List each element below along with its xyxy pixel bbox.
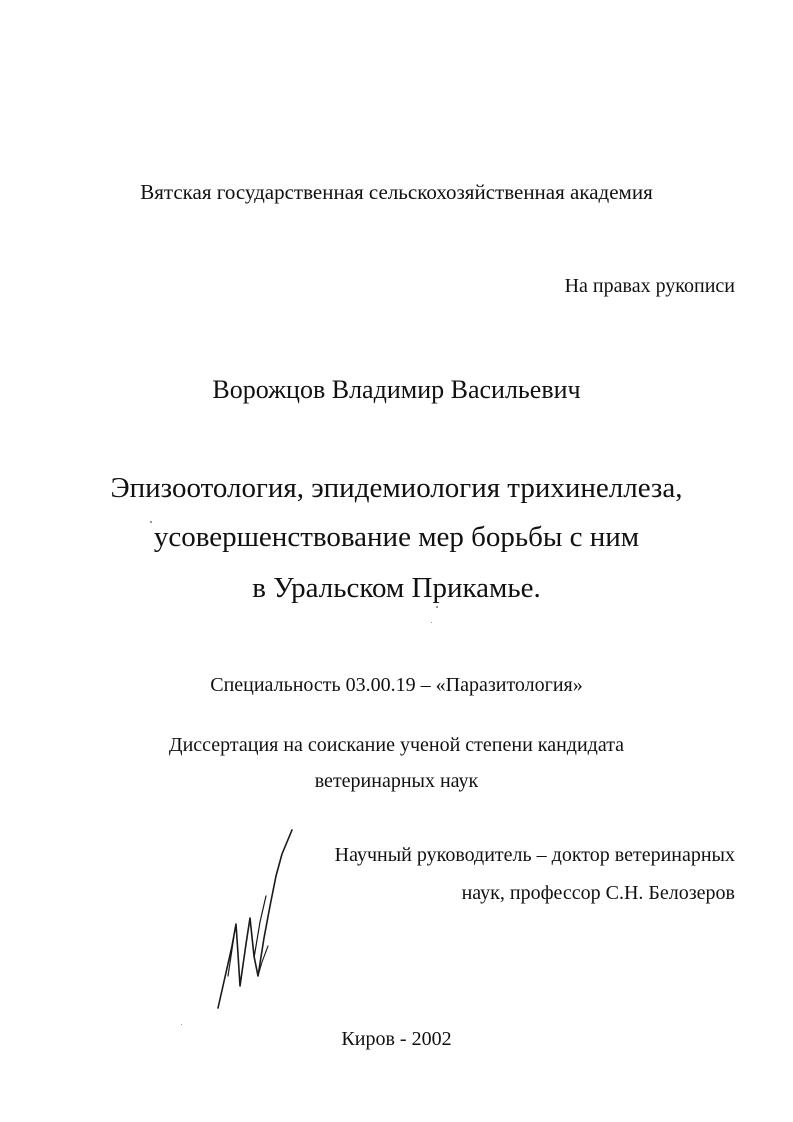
supervisor-line-2: наук, профессор С.Н. Белозеров (461, 882, 735, 904)
title-line-3: в Уральском Прикамье. (252, 572, 541, 604)
scan-speck (436, 606, 438, 608)
city-year: Киров - 2002 (341, 1028, 452, 1050)
dissertation-line-2: ветеринарных наук (314, 770, 479, 792)
title-line-1: Эпизоотология, эпидемиология трихинеллеза, (110, 472, 683, 504)
title-line-2: усовершенствование мер борьбы с ним (153, 521, 640, 553)
speciality: Специальность 03.00.19 – «Паразитология» (210, 674, 583, 696)
supervisor-line-1: Научный руководитель – доктор ветеринарных (334, 844, 735, 866)
manuscript-note: На правах рукописи (564, 275, 735, 297)
scan-speck (431, 622, 432, 623)
author-name: Ворожцов Владимир Васильевич (212, 375, 581, 404)
dissertation-line-1: Диссертация на соискание ученой степени кандидата (168, 734, 625, 756)
scan-speck (181, 1024, 182, 1025)
scan-speck (150, 521, 152, 523)
handwritten-signature-icon (210, 826, 310, 1016)
institution-name: Вятская государственная сельскохозяйственная академия (140, 180, 653, 204)
